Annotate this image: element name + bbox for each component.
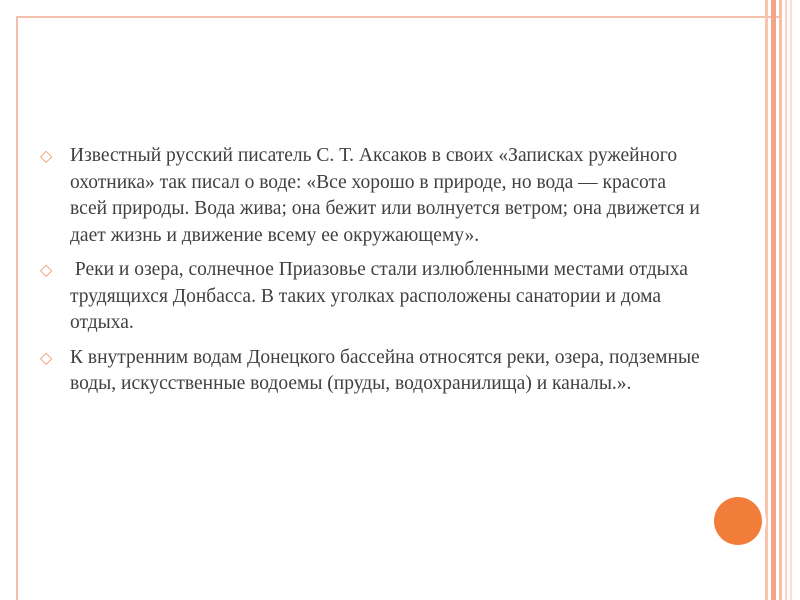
decorative-circle	[714, 497, 762, 545]
decorative-stripe	[765, 0, 768, 600]
list-item	[40, 143, 700, 249]
bullet-icon: ◇	[40, 260, 53, 279]
paragraph-text: Известный русский писатель С. Т. Аксаков в своих «Записках ружейного охотника» так писал о воде: «Все хорошо в природе, но вода — красота всей природы. Вода жива; она бежит или волнуется ветром; она движется и дает жизнь и движение всему ее окружающему».	[70, 145, 700, 246]
bullet-icon: ◇	[40, 347, 53, 367]
decorative-stripe	[785, 0, 787, 600]
decorative-stripe	[771, 0, 776, 600]
paragraph-text: К внутренним водам Донецкого бассейна относятся реки, озера, подземные воды, искусственные водоемы (пруды, водохранилища) и каналы.».	[70, 346, 700, 394]
list-item	[40, 257, 700, 337]
decorative-stripe	[779, 0, 782, 600]
paragraph-text: Реки и озера, солнечное Приазовье стали излюбленными местами отдыха трудящихся Донбасса. В таких уголках расположены санатории и дома отдыха.	[70, 259, 693, 333]
bullet-icon: ◇	[40, 146, 53, 165]
decorative-stripe	[790, 0, 792, 600]
slide-body	[40, 143, 700, 406]
list-item	[40, 345, 700, 398]
